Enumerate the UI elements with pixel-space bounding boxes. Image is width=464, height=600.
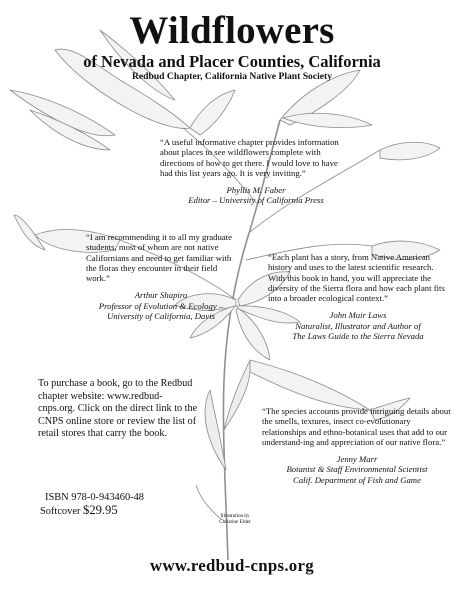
lily-flower (14, 215, 45, 250)
quote-attribution (268, 310, 448, 341)
quote-text: “I am recommending it to all my graduate students, most of whom are not native Californians and need to get familiar with the floras they encounter in their field work.” (86, 232, 232, 284)
testimonial-quote (86, 232, 236, 321)
testimonial-quote (160, 137, 352, 206)
quote-attribution (262, 454, 452, 485)
testimonial-quote (268, 252, 448, 341)
softcover-label: Softcover (40, 506, 81, 517)
lily-flower (250, 360, 370, 410)
price: $29.95 (83, 503, 118, 517)
lily-flower (283, 113, 372, 127)
chapter-name: Redbud Chapter, California Native Plant Society (131, 71, 333, 82)
quote-role: Botanist & Staff Environmental Scientist (286, 464, 428, 475)
quote-text: “The species accounts provide intriguing details about the smells, textures, insect co-evolutionary relationships and ethno-botanical uses that add to our understand-ing and appreciation of our native flora.” (262, 406, 451, 447)
quote-author: Phyllis M. Faber (226, 185, 286, 196)
quote-attribution (160, 185, 352, 206)
quote-text: “Each plant has a story, from Native American history and uses to the latest scientific research. With this book in hand, you will appreciate the diversity of the Sierra flora and how each plant fits into a broader ecological context.” (268, 252, 445, 304)
quote-author: Jenny Marr (336, 454, 378, 465)
quote-author: John Muir Laws (329, 310, 387, 321)
lily-flower (190, 90, 235, 135)
quote-text: “A useful informative chapter provides information about places to see wildflowers complete with directions of how to get there. I would love to have had this list years ago. It is very inviting.” (160, 137, 339, 178)
leaf (224, 360, 250, 430)
quote-attribution (86, 290, 236, 321)
credit-artist: Christine Elder (219, 519, 251, 526)
quote-role: The Laws Guide to the Sierra Nevada (292, 331, 424, 342)
illustration-credit (205, 513, 265, 526)
page-subtitle: of Nevada and Placer Counties, California (83, 52, 381, 71)
isbn-number: ISBN 978-0-943460-48 (45, 492, 144, 503)
credit-line: Illustration by (220, 513, 250, 519)
quote-role: Naturalist, Illustrator and Author of (295, 320, 421, 331)
quote-role: University of California, Davis (106, 311, 216, 322)
lily-flower (380, 142, 440, 160)
quote-role: Professor of Evolution & Ecology – (98, 300, 224, 311)
page-title: Wildflowers (129, 9, 335, 52)
quote-role: Calif. Department of Fish and Game (293, 474, 421, 485)
purchase-info: To purchase a book, go to the Redbud chapter website: www.redbud-cnps.org. Click on the direct link to the CNPS online store or review the list of retail stores that carry the book. (38, 378, 198, 440)
quote-role: Editor – University of California Press (188, 195, 324, 206)
website-url: www.redbud-cnps.org (150, 556, 314, 575)
quote-author: Arthur Shapiro (134, 290, 188, 301)
softcover-price (40, 504, 118, 518)
testimonial-quote (262, 406, 452, 485)
